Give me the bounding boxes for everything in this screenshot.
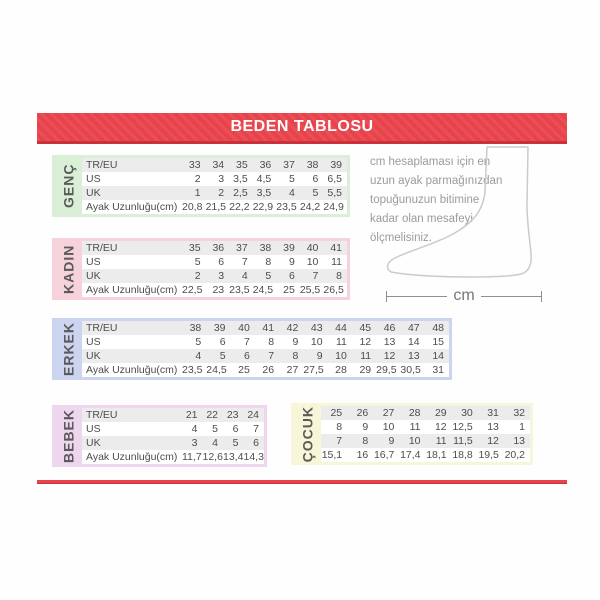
size-value: 6,5 bbox=[327, 173, 342, 185]
size-value: 6 bbox=[312, 173, 319, 185]
size-value: 47 bbox=[407, 322, 420, 334]
size-value: 36 bbox=[212, 242, 225, 254]
size-value: 1 bbox=[519, 421, 525, 433]
row-header: UK bbox=[86, 350, 101, 362]
size-value: 36 bbox=[259, 159, 272, 171]
size-value: 10 bbox=[306, 256, 319, 268]
size-value: 9 bbox=[292, 336, 299, 348]
size-value: 35 bbox=[188, 242, 201, 254]
table-row bbox=[82, 436, 264, 450]
table-row bbox=[321, 434, 530, 448]
size-grid-bebek bbox=[82, 408, 264, 464]
size-value: 41 bbox=[330, 242, 342, 254]
size-value: 3 bbox=[191, 437, 198, 449]
size-value: 46 bbox=[383, 322, 396, 334]
size-value: 26,5 bbox=[323, 284, 344, 296]
size-grid-genc bbox=[82, 158, 347, 214]
size-value: 2 bbox=[194, 173, 201, 185]
size-value: 6 bbox=[288, 270, 295, 282]
size-value: 5 bbox=[288, 173, 295, 185]
size-value: 48 bbox=[432, 322, 444, 334]
size-table-genc bbox=[52, 155, 350, 217]
size-value: 5 bbox=[194, 256, 201, 268]
size-value: 31 bbox=[487, 407, 499, 419]
note-line: ölçmelisiniz. bbox=[370, 232, 432, 244]
row-header: US bbox=[86, 173, 101, 185]
size-value: 21 bbox=[185, 409, 198, 421]
table-row bbox=[82, 422, 264, 436]
size-value: 16 bbox=[356, 449, 369, 461]
row-header: UK bbox=[86, 270, 101, 282]
size-value: 24,5 bbox=[252, 284, 274, 296]
size-value: 11 bbox=[335, 336, 347, 348]
size-value: 10 bbox=[310, 336, 323, 348]
size-value: 5,5 bbox=[327, 187, 342, 199]
size-value: 13 bbox=[513, 435, 525, 447]
row-header: US bbox=[86, 336, 101, 348]
size-value: 13 bbox=[487, 421, 499, 433]
size-value: 12 bbox=[359, 336, 372, 348]
size-value: 11 bbox=[331, 256, 342, 268]
row-header: UK bbox=[86, 437, 101, 449]
size-value: 3 bbox=[218, 173, 225, 185]
measure-line-left bbox=[387, 296, 447, 297]
foot-outline-icon bbox=[383, 144, 545, 286]
size-value: 9 bbox=[316, 350, 323, 362]
size-value: 11 bbox=[435, 435, 447, 447]
size-value: 2,5 bbox=[233, 187, 248, 199]
table-row bbox=[82, 335, 449, 349]
size-value: 39 bbox=[283, 242, 295, 254]
size-value: 23,5 bbox=[276, 201, 297, 213]
note-line: topuğunuzun bitimine bbox=[370, 194, 480, 206]
size-value: 7 bbox=[253, 423, 259, 435]
size-value: 7 bbox=[312, 270, 319, 282]
size-value: 27 bbox=[382, 407, 395, 419]
size-value: 9 bbox=[362, 421, 369, 433]
size-value: 29 bbox=[434, 407, 447, 419]
size-value: 5 bbox=[195, 336, 202, 348]
table-row bbox=[82, 349, 449, 363]
size-value: 4 bbox=[212, 437, 218, 449]
size-value: 25 bbox=[283, 284, 295, 296]
size-table-cocuk bbox=[291, 403, 533, 465]
size-value: 38 bbox=[306, 159, 319, 171]
size-value: 10 bbox=[408, 435, 421, 447]
size-value: 10 bbox=[382, 421, 395, 433]
size-value: 44 bbox=[335, 322, 347, 334]
size-value: 14 bbox=[407, 336, 420, 348]
size-value: 23 bbox=[226, 409, 239, 421]
size-value: 2 bbox=[218, 187, 225, 199]
size-value: 8 bbox=[268, 336, 275, 348]
size-value: 7 bbox=[268, 350, 275, 362]
note-line: uzun ayak parmağınızdan bbox=[370, 175, 503, 187]
table-row bbox=[82, 283, 347, 297]
table-row bbox=[82, 321, 449, 335]
size-value: 17,4 bbox=[400, 449, 421, 461]
row-header: TR/EU bbox=[86, 242, 118, 254]
table-row bbox=[82, 241, 347, 255]
size-value: 24,2 bbox=[299, 201, 321, 213]
size-value: 14 bbox=[432, 350, 444, 362]
size-value: 38 bbox=[259, 242, 272, 254]
table-label-kadin: KADIN bbox=[60, 244, 77, 294]
table-row bbox=[321, 448, 530, 462]
size-value: 3,5 bbox=[233, 173, 248, 185]
size-value: 16,7 bbox=[373, 449, 395, 461]
size-value: 38 bbox=[189, 322, 202, 334]
row-header: TR/EU bbox=[86, 322, 118, 334]
size-value: 39 bbox=[330, 159, 342, 171]
size-value: 22,5 bbox=[182, 284, 203, 296]
size-value: 30 bbox=[461, 407, 473, 419]
row-header: Ayak Uzunluğu(cm) bbox=[86, 364, 178, 376]
size-value: 42 bbox=[286, 322, 299, 334]
row-header: TR/EU bbox=[86, 409, 118, 421]
row-header: US bbox=[86, 423, 101, 435]
size-value: 26 bbox=[262, 364, 275, 376]
size-value: 8 bbox=[336, 421, 343, 433]
size-value: 5 bbox=[219, 350, 226, 362]
row-header: TR/EU bbox=[86, 159, 118, 171]
size-value: 3,5 bbox=[256, 187, 272, 199]
size-value: 7 bbox=[336, 435, 343, 447]
size-value: 18,8 bbox=[452, 449, 473, 461]
page-title: BEDEN TABLOSU bbox=[230, 118, 374, 135]
size-value: 6 bbox=[253, 437, 259, 449]
size-value: 26 bbox=[356, 407, 369, 419]
size-value: 15 bbox=[432, 336, 444, 348]
size-value: 1 bbox=[194, 187, 201, 199]
size-value: 28 bbox=[335, 364, 347, 376]
size-value: 6 bbox=[243, 350, 250, 362]
size-value: 25,5 bbox=[299, 284, 321, 296]
size-value: 22,9 bbox=[252, 201, 274, 213]
table-row bbox=[82, 255, 347, 269]
size-value: 13 bbox=[407, 350, 420, 362]
table-row bbox=[82, 172, 347, 186]
size-value: 4 bbox=[191, 423, 198, 435]
note-line: kadar olan mesafeyi bbox=[370, 213, 473, 225]
size-value: 20,8 bbox=[182, 201, 203, 213]
size-value: 12,6 bbox=[202, 451, 223, 463]
size-value: 24 bbox=[247, 409, 259, 421]
size-value: 18,1 bbox=[426, 449, 447, 461]
size-value: 13 bbox=[383, 336, 396, 348]
size-value: 11,5 bbox=[453, 435, 473, 447]
size-value: 25 bbox=[238, 364, 250, 376]
size-value: 14,3 bbox=[243, 451, 264, 463]
size-value: 27,5 bbox=[303, 364, 324, 376]
size-value: 32 bbox=[513, 407, 525, 419]
measure-line-right bbox=[481, 296, 541, 297]
size-value: 22 bbox=[206, 409, 218, 421]
size-value: 40 bbox=[306, 242, 319, 254]
size-value: 37 bbox=[283, 159, 295, 171]
size-value: 13,4 bbox=[223, 451, 244, 463]
size-value: 34 bbox=[212, 159, 225, 171]
size-value: 3 bbox=[218, 270, 225, 282]
size-value: 8 bbox=[292, 350, 299, 362]
row-header: UK bbox=[86, 187, 101, 199]
size-value: 23,5 bbox=[229, 284, 250, 296]
size-value: 10 bbox=[335, 350, 347, 362]
size-value: 29,5 bbox=[376, 364, 397, 376]
size-value: 12 bbox=[383, 350, 396, 362]
size-value: 6 bbox=[232, 423, 239, 435]
size-table-erkek bbox=[52, 318, 452, 380]
size-value: 25 bbox=[330, 407, 343, 419]
size-value: 9 bbox=[288, 256, 295, 268]
row-header: Ayak Uzunluğu(cm) bbox=[86, 201, 178, 213]
table-label-cocuk: ÇOCUK bbox=[299, 406, 316, 463]
measure-unit-label: cm bbox=[453, 287, 475, 304]
table-row bbox=[82, 200, 347, 214]
cm-measure-line bbox=[386, 288, 542, 304]
size-value: 24,9 bbox=[323, 201, 344, 213]
size-value: 8 bbox=[336, 270, 342, 282]
size-value: 19,5 bbox=[478, 449, 499, 461]
size-value: 37 bbox=[236, 242, 248, 254]
size-value: 5 bbox=[212, 423, 218, 435]
measure-tick-right bbox=[541, 291, 542, 302]
size-grid-cocuk bbox=[321, 406, 530, 462]
size-value: 11,7 bbox=[182, 451, 202, 463]
size-value: 22,2 bbox=[229, 201, 250, 213]
size-value: 4 bbox=[195, 350, 202, 362]
size-value: 4 bbox=[241, 270, 248, 282]
row-header: Ayak Uzunluğu(cm) bbox=[86, 451, 178, 463]
size-value: 11 bbox=[360, 350, 372, 362]
size-value: 21,5 bbox=[205, 201, 226, 213]
table-row bbox=[82, 186, 347, 200]
size-table-bebek bbox=[52, 405, 267, 467]
size-value: 2 bbox=[194, 270, 201, 282]
table-row bbox=[82, 408, 264, 422]
size-value: 5 bbox=[265, 270, 272, 282]
size-value: 45 bbox=[359, 322, 372, 334]
size-value: 6 bbox=[219, 336, 226, 348]
size-value: 11 bbox=[409, 421, 421, 433]
size-value: 29 bbox=[359, 364, 372, 376]
size-value: 7 bbox=[243, 336, 250, 348]
size-value: 5 bbox=[312, 187, 319, 199]
size-value: 12 bbox=[487, 435, 499, 447]
size-value: 4 bbox=[288, 187, 295, 199]
size-value: 12 bbox=[434, 421, 447, 433]
size-value: 31 bbox=[432, 364, 444, 376]
size-table-kadin bbox=[52, 238, 350, 300]
size-value: 6 bbox=[218, 256, 225, 268]
size-value: 9 bbox=[388, 435, 395, 447]
size-value: 5 bbox=[232, 437, 239, 449]
header-bar bbox=[37, 113, 567, 144]
size-value: 8 bbox=[362, 435, 369, 447]
size-value: 7 bbox=[241, 256, 248, 268]
size-value: 41 bbox=[262, 322, 275, 334]
size-grid-erkek bbox=[82, 321, 449, 377]
size-value: 12,5 bbox=[452, 421, 473, 433]
table-label-erkek: ERKEK bbox=[60, 322, 77, 377]
size-value: 20,2 bbox=[504, 449, 525, 461]
size-value: 33 bbox=[188, 159, 201, 171]
table-label-bebek: BEBEK bbox=[60, 409, 77, 464]
size-value: 8 bbox=[265, 256, 272, 268]
table-row bbox=[82, 450, 264, 464]
size-value: 30,5 bbox=[400, 364, 421, 376]
size-value: 39 bbox=[213, 322, 226, 334]
table-row bbox=[82, 158, 347, 172]
row-header: US bbox=[86, 256, 101, 268]
table-row bbox=[321, 406, 530, 420]
size-value: 24,5 bbox=[206, 364, 227, 376]
size-value: 4,5 bbox=[256, 173, 272, 185]
table-label-genc: GENÇ bbox=[60, 163, 77, 209]
size-value: 23 bbox=[212, 284, 225, 296]
size-value: 27 bbox=[286, 364, 299, 376]
size-value: 35 bbox=[236, 159, 248, 171]
size-value: 15,1 bbox=[321, 449, 343, 461]
size-value: 28 bbox=[408, 407, 421, 419]
table-row bbox=[321, 420, 530, 434]
note-line: cm hesaplaması için en bbox=[370, 156, 491, 168]
table-row bbox=[82, 363, 449, 377]
table-row bbox=[82, 269, 347, 283]
footer-bar bbox=[37, 480, 567, 484]
size-grid-kadin bbox=[82, 241, 347, 297]
size-value: 43 bbox=[310, 322, 323, 334]
size-value: 23,5 bbox=[182, 364, 203, 376]
size-value: 40 bbox=[238, 322, 250, 334]
row-header: Ayak Uzunluğu(cm) bbox=[86, 284, 178, 296]
